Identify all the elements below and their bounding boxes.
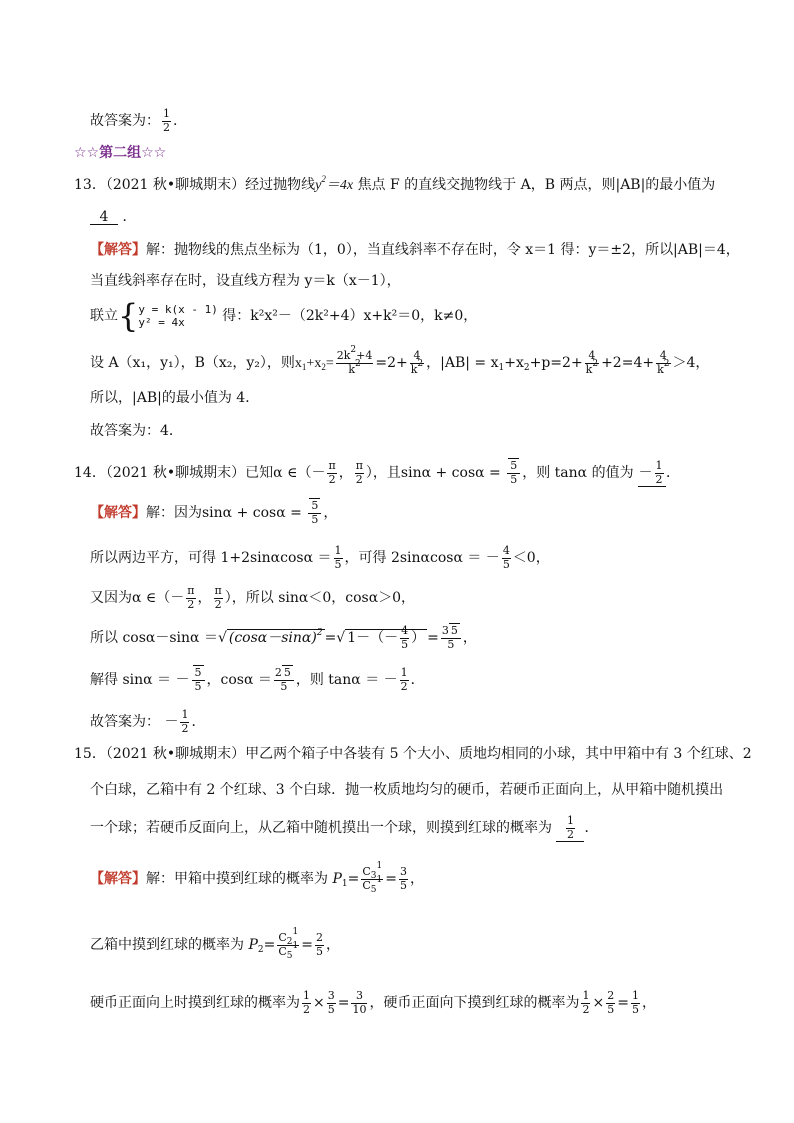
q13-solution-line-2: 当直线斜率存在时，设直线方程为 y＝k（x－1）， xyxy=(90,273,401,289)
q14-solution-line-1: 【解答】解：因为sinα + cosα = $\frac{5}{5}$ ， xyxy=(90,499,338,526)
q14-final-answer: 故答案为： － $\frac{1}{2}$ ． xyxy=(90,708,206,735)
equation-system: y = k(x - 1) y² = 4x xyxy=(138,302,218,329)
q15-solution-line-2: 乙箱中摸到红球的概率为 $P_2=$ $\frac{C_2^1}{C_5^1}$ = $\frac{2}{5}$ ， xyxy=(90,927,340,961)
group-title: ☆☆第二组☆☆ xyxy=(74,145,167,161)
solution-tag: 【解答】 xyxy=(90,242,146,258)
q13-solution-line-3: 联立{ y = k(x - 1) y² = 4x 得：k²x²－（2k²+4）x+k²＝0，k≠0， xyxy=(90,297,478,335)
q15-stem-line-3: 一个球；若硬币反面向上，从乙箱中随机摸出一个球，则摸到红球的概率为 $\frac{1}{2}$ ． xyxy=(90,814,599,841)
q14-solution-line-3: 又因为α ∈（－ $\frac{\pi}{2}$ ， $\frac{\pi}{2}$ ），所以 sinα＜0，cosα＞0， xyxy=(90,584,416,611)
q13-answer-blank: 4 ． xyxy=(90,210,136,225)
answer-label: 故答案为： xyxy=(90,113,160,130)
q15-solution-line-1: 【解答】解：甲箱中摸到红球的概率为 $P_1=$ $\frac{C_3^1}{C_5^1}$ = $\frac{3}{5}$ ， xyxy=(90,861,424,895)
q13-final-answer: 故答案为：4． xyxy=(90,423,183,439)
q15-solution-line-3: 硬币正面向上时摸到红球的概率为 $\frac{1}{2}$ × $\frac{3}{5}$ = $\frac{3}{10}$ ，硬币正面向下摸到红球的概率为 $\frac{1}{2}$ × $\frac{2}{5}$ = $\frac{1}{5}$ ， xyxy=(90,989,656,1016)
q14-solution-line-4: 所以 cosα－sinα ＝√ $(\cos\alpha-\sin\alpha)^2$ =√ 1－（－ $\frac{4}{5}$ ） = $\frac{3 5}{5}$ ， xyxy=(90,624,477,651)
q13-stem: 13．（2021 秋•聊城期末）经过抛物线$y^2=4x$ 焦点 F 的直线交抛物线于 A，B 两点，则|AB|的最小值为 xyxy=(74,174,716,193)
q14-stem: 14．（2021 秋•聊城期末）已知α ∈（－ $\frac{\pi}{2}$ ， $\frac{\pi}{2}$ ），且sinα + cosα = $\frac{5}{5}$ ，则 tanα 的值为 － $\frac{1}{2}$ ． xyxy=(74,459,681,486)
q14-solution-line-2: 所以两边平方，可得 1+2sinαcosα ＝ $\frac{1}{5}$ ，可得 2sinαcosα ＝ － $\frac{4}{5}$ ＜0， xyxy=(90,544,550,571)
q14-solution-line-5: 解得 sinα ＝ － $\frac{5}{5}$ ，cosα ＝ $\frac{2 5}{5}$ ，则 tanα ＝ － $\frac{1}{2}$ ． xyxy=(90,666,425,693)
fraction: $\frac{1}{2}$ xyxy=(163,107,170,134)
q13-solution-line-4: 设 A（x₁，y₁），B（x₂，y₂），则$x_1+x_2=$ $\frac{2k^2+4}{k^2}$ =2+ $\frac{4}{k^2}$ ，$|AB| = x_1+x_2+p=2+$ $\frac{4}{k^2}$ +2=4+ $\frac{4}{k^2}$ ＞4， xyxy=(90,345,710,376)
q13-solution-line-5: 所以，|AB|的最小值为 4． xyxy=(90,390,260,406)
solution-tag: 【解答】 xyxy=(90,505,146,522)
q15-stem-line-1: 15．（2021 秋•聊城期末）甲乙两个箱子中各装有 5 个大小、质地均相同的小球，其中甲箱中有 3 个红球、2 xyxy=(74,746,752,762)
answer-value: 4 xyxy=(90,210,118,225)
solution-tag: 【解答】 xyxy=(90,871,146,888)
q13-solution-line-1: 【解答】解：抛物线的焦点坐标为（1，0），当直线斜率不存在时，令 x＝1 得：y＝±2，所以|AB|＝4， xyxy=(90,242,740,258)
q15-stem-line-2: 个白球，乙箱中有 2 个红球、3 个白球．抛一枚质地均匀的硬币，若硬币正面向上，从甲箱中随机摸出 xyxy=(90,782,724,798)
answer-value: $\frac{1}{2}$ xyxy=(556,815,584,842)
answer-value: － $\frac{1}{2}$ xyxy=(638,460,666,487)
previous-answer-line: 故答案为： $\frac{1}{2}$ . xyxy=(90,107,178,134)
